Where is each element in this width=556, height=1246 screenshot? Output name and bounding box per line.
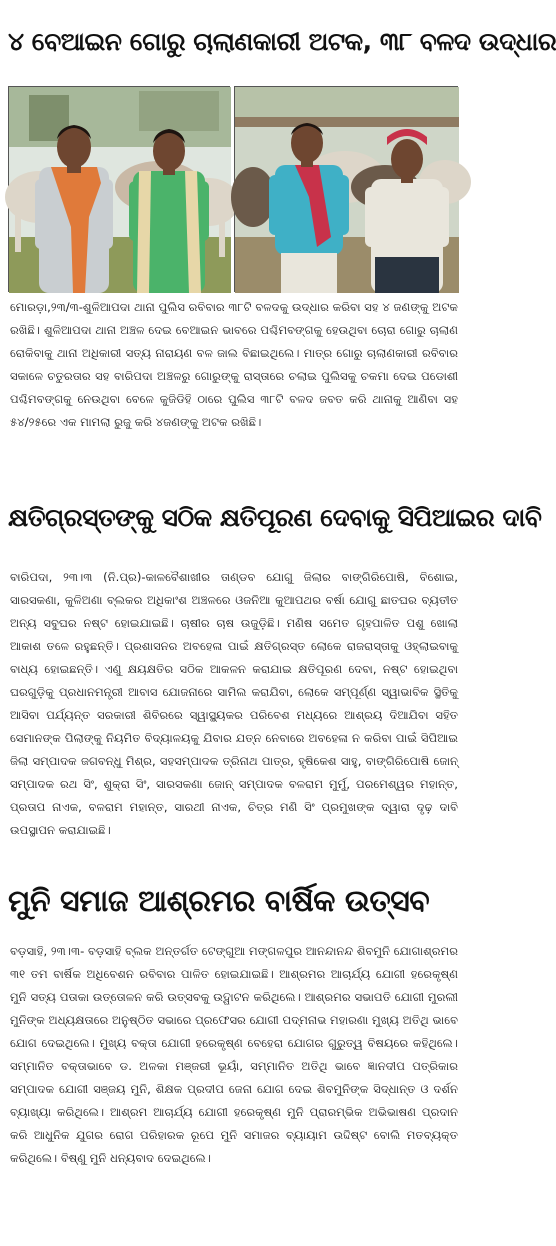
photo-two-men-with-cattle (8, 86, 230, 292)
photo-two-men-near-cowshed (234, 86, 458, 292)
story1-photos (8, 86, 458, 292)
story2-body: ବାରିପଦା, ୨୩।୩ (ନି.ପ୍ର)-କାଳବୈଶାଖୀର ତାଣ୍ଡବ ଯୋଗୁ ଜିଲାର ବାଙ୍ଗିରିପୋଷି, ବିଶୋଇ, ସାରସକଣା, କୁଳିଅଣା ବ୍ଲକର ଅଧିକାଂଶ ଅଞ୍ଚଳରେ ଓଜନିଆ କୁଆପଥର ବର୍ଷା ଯୋଗୁ ଛାତଘର ବ୍ୟତୀତ ଅନ୍ୟ ସବୁଘର ନଷ୍ଟ ହୋଇଯାଇଛି। ଚାଷୀର ଚାଷ ଉଜୁଡ଼ିଛି। ମଣିଷ ସମେତ ଗୃହପାଳିତ ପଶୁ ଖୋଲା ଆକାଶ ତଳେ ରହୁଛନ୍ତି। ପ୍ରଶାସନର ଅବହେଳା ପାଇଁ କ୍ଷତିଗ୍ରସ୍ତ ଲୋକେ ରାଜରାସ୍ତାକୁ ଓହ୍ଲାଇବାକୁ ବାଧ୍ୟ ହୋଇଛନ୍ତି। ଏଣୁ କ୍ଷୟକ୍ଷତିର ସଠିକ ଆକଳନ କରାଯାଇ କ୍ଷତିପୂରଣ ଦେବା, ନଷ୍ଟ ହୋଇଥିବା ଘରଗୁଡ଼ିକୁ ପ୍ରଧାନମନ୍ତ୍ରୀ ଆବାସ ଯୋଜନାରେ ସାମିଲ କରାଯିବା, ଲୋକେ ସମ୍ପୂର୍ଣ୍ଣ ସ୍ୱାଭାବିକ ସ୍ଥିତିକୁ ଆସିବା ପର୍ଯ୍ୟନ୍ତ ସରକାରୀ ଶିବିରରେ ସ୍ୱାସ୍ଥ୍ୟକର ପରିବେଶ ମଧ୍ୟରେ ଆଶ୍ରୟ ଦିଆଯିବା ସହିତ ସେମାନଙ୍କ ପିଲାଙ୍କୁ ନିୟମିତ ବିଦ୍ୟାଳୟକୁ ଯିବାର ଯତ୍ନ ନେବାରେ ଅବହେଳା ନ କରିବା ପାଇଁ ସିପିଆଇ ଜିଲା ସମ୍ପାଦକ ଜଗବନ୍ଧୁ ମିଶ୍ର, ସହସମ୍ପାଦକ ତ୍ରିନାଥ ପାତ୍ର, ହୃଷିକେଶ ସାହୁ, ବାଙ୍ଗିରିପୋଷି ଜୋନ୍ ସମ୍ପାଦକ ରଥ ସିଂ, ଶୁକ୍ରା ସିଂ, ସାରସକଣା ଜୋନ୍ ସମ୍ପାଦକ ବଳରାମ ମୁର୍ମୁ, ପରମେଶ୍ୱର ମହାନ୍ତ, ପ୍ରତାପ ନାଏକ, ବଳରାମ ମହାନ୍ତ, ସାରଥୀ ନାଏକ, ଚିତ୍ର ମଣି ସିଂ ପ୍ରମୁଖଙ୍କ ଦ୍ୱାରା ଦୃଢ଼ ଦାବି ଉପସ୍ଥାପନ କରାଯାଇଛି। (10, 570, 458, 837)
story3-body: ବଡ଼ସାହି, ୨୩।୩- ବଡ଼ସାହି ବ୍ଲକ ଅନ୍ତର୍ଗତ ଟେଙ୍ଗୁଆ ମଙ୍ଗଳପୁର ଆନନ୍ଦାନନ୍ଦ ଶିବମୁନି ଯୋଗାଶ୍ରମର ୩୧ ତମ ବାର୍ଷିକ ଅଧିବେଶନ ରବିବାର ପାଳିତ ହୋଇଯାଇଛି। ଆଶ୍ରମର ଆଚାର୍ଯ୍ୟ ଯୋଗୀ ହରେକୃଷ୍ଣ ମୁନି ସତ୍ୟ ପତାକା ଉତ୍ତୋଳନ କରି ଉତ୍ସବକୁ ଉଦ୍ଘାଟନ କରିଥିଲେ। ଆଶ୍ରମର ସଭାପତି ଯୋଗୀ ମୁରଲୀ ମୁନିଙ୍କ ଅଧ୍ୟକ୍ଷତାରେ ଅନୁଷ୍ଠିତ ସଭାରେ ପ୍ରଫେସର ଯୋଗୀ ପଦ୍ମନାଭ ମହାରଣା ମୁଖ୍ୟ ଅତିଥି ଭାବେ ଯୋଗ ଦେଇଥିଲେ। ମୁଖ୍ୟ ବକ୍ତା ଯୋଗୀ ହରେକୃଷ୍ଣ ବେହେରା ଯୋଗର ଗୁରୁତ୍ୱ ବିଷୟରେ କହିଥିଲେ। ସମ୍ମାନିତ ବକ୍ତାଭାବେ ଡ. ଅଳକା ମଞ୍ଜରୀ ଭୂୟାଁ, ସମ୍ମାନିତ ଅତିଥି ଭାବେ ଜ୍ଞାନଦୀପ ପତ୍ରିକାର ସମ୍ପାଦକ ଯୋଗୀ ସଞ୍ଜୟ ମୁନି, ଶିକ୍ଷକ ପ୍ରଦୀପ ଜେନା ଯୋଗ ଦେଇ ଶିବମୁନିଙ୍କ ସିଦ୍ଧାନ୍ତ ଓ ଦର୍ଶନ ବ୍ୟାଖ୍ୟା କରିଥିଲେ। ଆଶ୍ରମ ଆଚାର୍ଯ୍ୟ ଯୋଗୀ ହରେକୃଷ୍ଣ ମୁନି ପ୍ରାରମ୍ଭିକ ଅଭିଭାଷଣ ପ୍ରଦାନ କରି ଆଧୁନିକ ଯୁଗର ରୋଗ ପରିହାରକ ରୂପେ ମୁନି ସମାଜର ବ୍ୟାୟାମ ଉଦ୍ଦିଷ୍ଟ ବୋଲି ମତବ୍ୟକ୍ତ କରିଥିଲେ। ବିଷ୍ଣୁ ମୁନି ଧନ୍ୟବାଦ ଦେଇଥିଲେ। (10, 944, 458, 1165)
story3-headline: ମୁନି ସମାଜ ଆଶ୍ରମର ବାର୍ଷିକ ଉତ୍ସବ (8, 884, 430, 919)
story2-headline: କ୍ଷତିଗ୍ରସ୍ତଙ୍କୁ ସଠିକ କ୍ଷତିପୂରଣ ଦେବାକୁ ସିପିଆଇର ଦାବି (8, 503, 542, 532)
story1-body: ମୋରଡ଼ା,୨୩/୩-ଶୁଳିଆପଦା ଥାନା ପୁଲିସ ରବିବାର ୩୮ଟି ବଳଦକୁ ଉଦ୍ଧାର କରିବା ସହ ୪ ଜଣଙ୍କୁ ଅଟକ ରଖିଛି। ଶୁଳିଆପଦା ଥାନା ଅଞ୍ଚଳ ଦେଇ ବେଆଇନ ଭାବରେ ପଶ୍ଚିମବଙ୍ଗକୁ ହେଉଥିବା ଚୋରା ଗୋରୁ ଚାଲାଣ ରୋକିବାକୁ ଥାନା ଅଧିକାରୀ ସତ୍ୟ ନାରାୟଣ ବଳ ଜାଲ ବିଛାଇଥିଲେ। ମାତ୍ର ଗୋରୁ ଚାଲାଣକାରୀ ରବିବାର ସକାଳେ ଚତୁରତାର ସହ ବାରିପଦା ଅଞ୍ଚଳରୁ ଗୋରୁଙ୍କୁ ରାସ୍ତାରେ ଚଲାଇ ପୁଲିସକୁ ଚକମା ଦେଇ ପଡୋଶୀ ପଶ୍ଚିମବଙ୍ଗକୁ ନେଉଥିବା ବେଳେ କୁଜିଡିହି ଠାରେ ପୁଲିସ ୩୮ଟି ବଳଦ ଜବତ କରି ଥାନାକୁ ଆଣିବା ସହ ୫୪/୨୫ରେ ଏକ ମାମଲା ରୁଜୁ କରି ୪ଜଣଙ୍କୁ ଅଟକ ରଖିଛି। (10, 300, 458, 429)
story1-headline: ୪ ବେଆଇନ ଗୋରୁ ଚାଲାଣକାରୀ ଅଟକ, ୩୮ ବଳଦ ଉଦ୍ଧାର (8, 27, 556, 56)
